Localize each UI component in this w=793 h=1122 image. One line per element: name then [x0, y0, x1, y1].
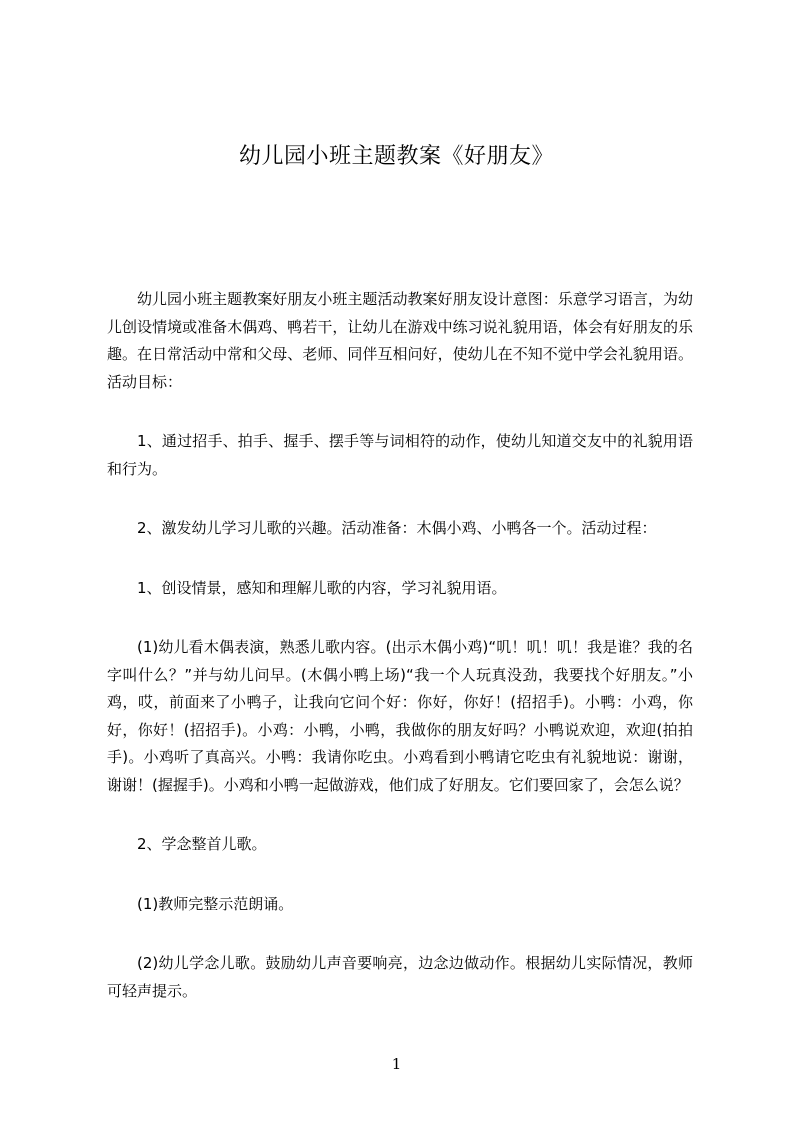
- page-number: 1: [391, 1055, 402, 1073]
- paragraph-process-1: 1、创设情景，感知和理解儿歌的内容，学习礼貌用语。: [137, 578, 507, 597]
- document-body: [107, 286, 693, 1037]
- paragraph-goal-2: 2、激发幼儿学习儿歌的兴趣。活动准备：木偶小鸡、小鸭各一个。活动过程：: [137, 519, 657, 537]
- paragraph-process-2-2: (2)幼儿学念儿歌。鼓励幼儿声音要响亮，边念边做动作。根据幼儿实际情况，教师可轻声提示。: [107, 954, 693, 1000]
- paragraph-process-2: 2、学念整首儿歌。: [137, 835, 267, 853]
- paragraph-goal-1: 1、通过招手、拍手、握手、摆手等与词相符的动作，使幼儿知道交友中的礼貌用语和行为。: [107, 432, 693, 478]
- paragraph-intro: 幼儿园小班主题教案好朋友小班主题活动教案好朋友设计意图：乐意学习语言，为幼儿创设情境或准备木偶鸡、鸭若干，让幼儿在游戏中练习说礼貌用语，体会有好朋友的乐趣。在日常活动中常和父母、老师、同伴互相问好，使幼儿在不知不觉中学会礼貌用语。活动目标：: [107, 290, 693, 391]
- paragraph-process-1-1: (1)幼儿看木偶表演，熟悉儿歌内容。(出示木偶小鸡)“叽！叽！叽！我是谁？我的名字叫什么？”并与幼儿问早。(木偶小鸭上场)“我一个人玩真没劲，我要找个好朋友。”小鸡，哎，前面来了小鸭子，让我向它问个好：你好，你好！(招招手)。小鸭：小鸡，你好，你好！(招招手)。小鸡：小鸭，小鸭，我做你的朋友好吗？小鸭说欢迎，欢迎(拍拍手)。小鸡听了真高兴。小鸭：我请你吃虫。小鸡看到小鸭请它吃虫有礼貌地说：谢谢，谢谢！(握握手)。小鸡和小鸭一起做游戏，他们成了好朋友。它们要回家了，会怎么说？: [107, 638, 693, 794]
- paragraph-process-2-1: (1)教师完整示范朗诵。: [137, 894, 294, 913]
- document-title: 幼儿园小班主题教案《好朋友》: [238, 144, 554, 169]
